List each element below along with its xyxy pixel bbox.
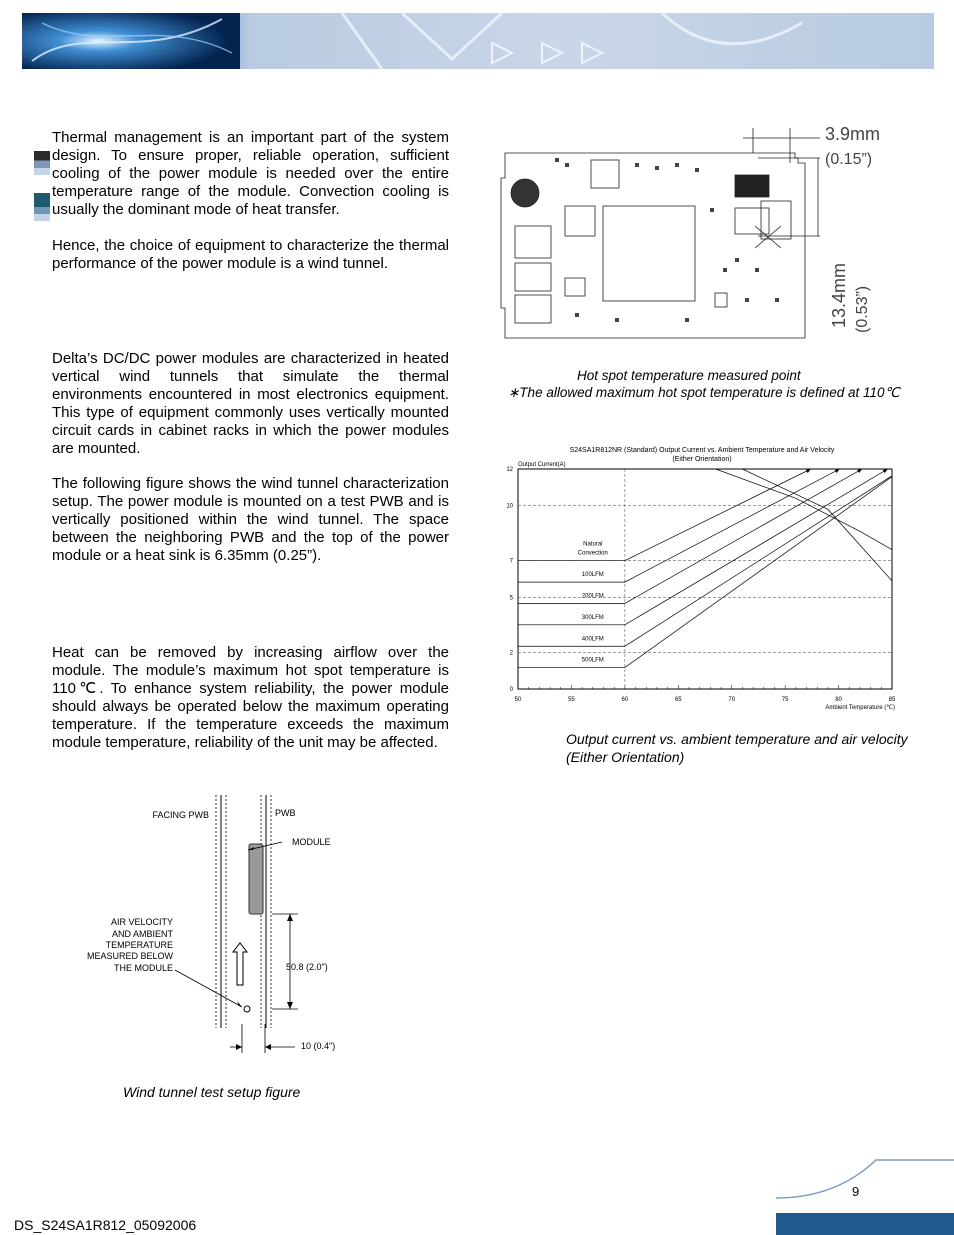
hotspot-dimension-b: 13.4mm bbox=[829, 262, 849, 328]
chart-title: S24SA1R812NR (Standard) Output Current vs. Ambient Temperature and Air Velocity bbox=[569, 447, 835, 454]
pwb-label: PWB bbox=[275, 808, 296, 818]
chart-y-tick-label: 5 bbox=[509, 595, 513, 602]
footer-band bbox=[776, 1213, 954, 1235]
chart-x-tick-label: 65 bbox=[674, 697, 682, 703]
chart-series-arrow bbox=[835, 469, 840, 473]
hotspot-note: ∗The allowed maximum hot spot temperature is defined at 110℃ bbox=[508, 385, 900, 400]
chart-series-line bbox=[518, 469, 892, 550]
chart-x-tick-label: 85 bbox=[888, 697, 896, 703]
dimension-gap-label: 10 (0.4") bbox=[301, 1041, 336, 1051]
chart-y-axis-label: Output Current(A) bbox=[518, 462, 566, 468]
hotspot-dimension-b-inch: (0.53”) bbox=[854, 285, 871, 333]
chart-subtitle: (Either Orientation) bbox=[672, 456, 732, 463]
chart-series-label: 100LFM bbox=[581, 572, 604, 579]
chart-series-line bbox=[518, 469, 903, 668]
air-velocity-label-5: THE MODULE bbox=[113, 963, 173, 973]
wind-tunnel-caption: Wind tunnel test setup figure bbox=[123, 1084, 301, 1100]
paragraph-thermal-management: Thermal management is an important part of the system design. To ensure proper, reliable operation, sufficient cooling of the power module is needed over the entire temperature range of the module. Convection cooling is usually the dominant mode of heat transfer. bbox=[52, 129, 449, 218]
air-velocity-label-1: AIR VELOCITY bbox=[110, 917, 173, 927]
chart-series-line bbox=[518, 469, 892, 581]
module-label: MODULE bbox=[292, 837, 331, 847]
chart-caption-orientation: (Either Orientation) bbox=[566, 749, 685, 765]
chart-x-tick-label: 75 bbox=[781, 697, 789, 703]
section-marker-icon bbox=[34, 151, 50, 175]
footer-swoosh-icon bbox=[776, 1158, 954, 1214]
hot-spot-board-figure bbox=[495, 118, 915, 348]
chart-series-arrow bbox=[883, 469, 888, 473]
chart-series-label: Convection bbox=[577, 550, 608, 557]
chart-series-line bbox=[518, 469, 892, 603]
hotspot-dimension-a: 3.9mm bbox=[825, 124, 881, 144]
chart-plot-frame bbox=[518, 469, 892, 689]
header-graphic-icon bbox=[22, 13, 934, 69]
chart-y-tick-label: 12 bbox=[506, 467, 513, 473]
hotspot-dimension-a-inch: (0.15”) bbox=[825, 151, 873, 168]
page-number: 9 bbox=[852, 1184, 860, 1199]
chart-series-arrow bbox=[857, 469, 862, 473]
air-velocity-label-3: TEMPERATURE bbox=[105, 940, 173, 950]
chart-series-line bbox=[518, 469, 892, 625]
paragraph-wind-tunnel-choice: Hence, the choice of equipment to characterize the thermal performance of the power module is a wind tunnel. bbox=[52, 237, 449, 272]
chart-x-tick-label: 70 bbox=[728, 697, 736, 703]
wind-tunnel-figure bbox=[40, 780, 460, 1070]
dimension-height-label: 50.8 (2.0") bbox=[286, 962, 328, 972]
chart-series-line bbox=[518, 469, 892, 582]
air-velocity-label-2: AND AMBIENT bbox=[111, 929, 173, 939]
chart-y-tick-label: 0 bbox=[509, 687, 513, 693]
chart-x-tick-label: 60 bbox=[621, 697, 629, 703]
paragraph-setup-description: The following figure shows the wind tunnel characterization setup. The power module is mounted on a test PWB and is vertically positioned within the wind tunnel. The space between the neighboring PWB and the top of the power module or a heat sink is 6.35mm (0.25”). bbox=[52, 475, 449, 564]
chart-series-line bbox=[518, 469, 892, 561]
chart-series-label: Natural bbox=[583, 541, 603, 548]
chart-series-line bbox=[518, 469, 903, 646]
chart-series-label: 200LFM bbox=[581, 593, 604, 600]
chart-series-label: 500LFM bbox=[581, 657, 604, 664]
air-velocity-label-4: MEASURED BELOW bbox=[86, 951, 173, 961]
section-marker-icon bbox=[34, 193, 50, 221]
chart-x-tick-label: 80 bbox=[835, 697, 842, 703]
document-id: DS_S24SA1R812_05092006 bbox=[14, 1217, 197, 1233]
chart-series-arrow bbox=[806, 469, 811, 473]
chart-series-label: 400LFM bbox=[581, 636, 604, 643]
chart-y-tick-label: 2 bbox=[509, 650, 513, 657]
chart-y-tick-label: 10 bbox=[506, 503, 513, 510]
hotspot-caption: Hot spot temperature measured point bbox=[577, 368, 801, 383]
derating-chart bbox=[500, 438, 920, 718]
chart-x-tick-label: 50 bbox=[514, 697, 522, 703]
facing-pwb-label: FACING PWB bbox=[152, 810, 209, 820]
chart-series-label: 300LFM bbox=[581, 614, 604, 621]
chart-x-axis-label: Ambient Temperature (℃) bbox=[825, 705, 895, 711]
chart-y-tick-label: 7 bbox=[509, 558, 513, 565]
chart-x-tick-label: 55 bbox=[568, 697, 575, 703]
header-banner bbox=[22, 13, 934, 69]
chart-caption: Output current vs. ambient temperature and air velocity bbox=[566, 731, 908, 747]
paragraph-heat-removal: Heat can be removed by increasing airflow over the module. The module’s maximum hot spot temperature is 110℃. To enhance system reliability, the power module should always be operated below the maximum operating temperature. If the temperature exceeds the maximum module temperature, reliability of the unit may be affected. bbox=[52, 644, 449, 751]
paragraph-delta-modules: Delta’s DC/DC power modules are characterized in heated vertical wind tunnels that simulate the thermal environments encountered in most electronics equipment. This type of equipment commonly uses vertically mounted circuit cards in cabinet racks in which the power modules are mounted. bbox=[52, 350, 449, 457]
